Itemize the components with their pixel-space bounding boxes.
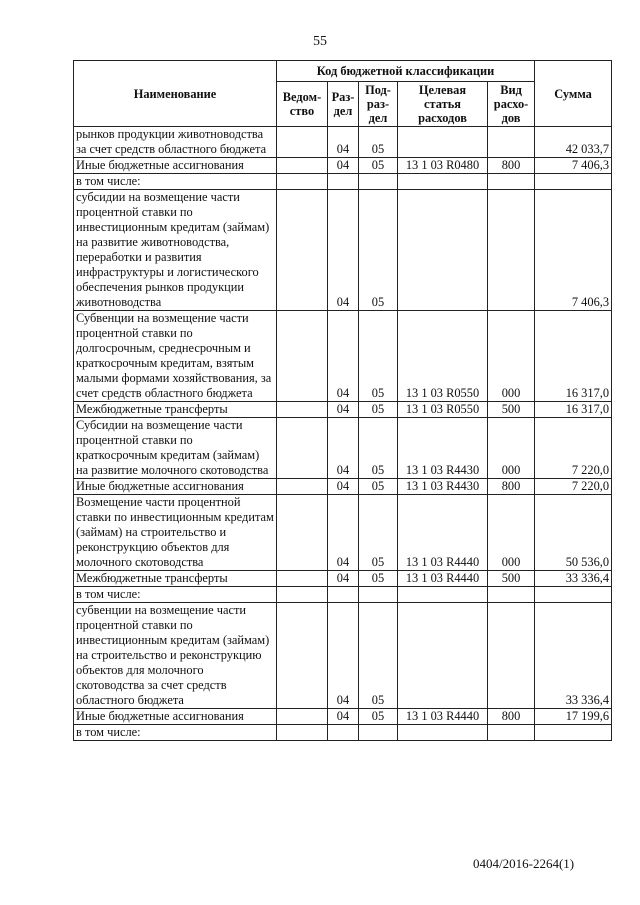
row-podrazdel: 05 bbox=[359, 402, 398, 418]
row-vid: 000 bbox=[488, 495, 535, 571]
table-row bbox=[74, 571, 612, 587]
row-celevaya: 13 1 03 R4440 bbox=[398, 495, 488, 571]
row-summa: 16 317,0 bbox=[535, 311, 612, 402]
row-celevaya: 13 1 03 R4430 bbox=[398, 418, 488, 479]
row-razdel bbox=[328, 725, 359, 741]
table-row bbox=[74, 725, 612, 741]
row-name: Субсидии на возмещение части процентной ставки по краткосрочным кредитам (займам) на развитие молочного скотоводства bbox=[74, 418, 277, 479]
table-row bbox=[74, 603, 612, 709]
row-name: Межбюджетные трансферты bbox=[74, 402, 277, 418]
row-celevaya: 13 1 03 R0480 bbox=[398, 158, 488, 174]
row-summa: 50 536,0 bbox=[535, 495, 612, 571]
row-name: рынков продукции животноводства за счет средств областного бюджета bbox=[74, 127, 277, 158]
row-vid: 000 bbox=[488, 311, 535, 402]
table-row bbox=[74, 479, 612, 495]
row-name: Иные бюджетные ассигнования bbox=[74, 709, 277, 725]
row-razdel bbox=[328, 587, 359, 603]
row-celevaya: 13 1 03 R0550 bbox=[398, 311, 488, 402]
table-row bbox=[74, 127, 612, 158]
row-razdel: 04 bbox=[328, 571, 359, 587]
row-vid: 500 bbox=[488, 402, 535, 418]
row-podrazdel: 05 bbox=[359, 127, 398, 158]
row-name: в том числе: bbox=[74, 174, 277, 190]
row-podrazdel bbox=[359, 587, 398, 603]
row-razdel: 04 bbox=[328, 311, 359, 402]
row-razdel: 04 bbox=[328, 479, 359, 495]
row-vid: 800 bbox=[488, 158, 535, 174]
row-vid: 800 bbox=[488, 479, 535, 495]
row-ved bbox=[277, 158, 328, 174]
header-podrazdel: Под-раз-дел bbox=[359, 82, 398, 127]
row-vid bbox=[488, 127, 535, 158]
header-vedomstvo: Ведом-ство bbox=[277, 82, 328, 127]
header-celevaya: Целевая статья расходов bbox=[398, 82, 488, 127]
row-vid bbox=[488, 174, 535, 190]
table-row bbox=[74, 158, 612, 174]
row-name: Возмещение части процентной ставки по инвестиционным кредитам (займам) на строительство и реконструкцию объектов для молочного скотоводства bbox=[74, 495, 277, 571]
row-summa: 33 336,4 bbox=[535, 571, 612, 587]
table-row bbox=[74, 190, 612, 311]
header-name: Наименование bbox=[74, 61, 277, 127]
row-vid: 500 bbox=[488, 571, 535, 587]
row-summa bbox=[535, 725, 612, 741]
row-ved bbox=[277, 479, 328, 495]
row-celevaya bbox=[398, 127, 488, 158]
row-summa bbox=[535, 587, 612, 603]
table-row bbox=[74, 709, 612, 725]
row-razdel bbox=[328, 174, 359, 190]
header-summa: Сумма bbox=[535, 61, 612, 127]
row-podrazdel: 05 bbox=[359, 418, 398, 479]
row-razdel: 04 bbox=[328, 190, 359, 311]
row-vid: 800 bbox=[488, 709, 535, 725]
row-ved bbox=[277, 571, 328, 587]
row-ved bbox=[277, 603, 328, 709]
row-razdel: 04 bbox=[328, 158, 359, 174]
row-name: субсидии на возмещение части процентной ставки по инвестиционным кредитам (займам) на развитие животноводства, переработки и развития инфраструктуры и логистического обеспечения рынков продукции животноводства bbox=[74, 190, 277, 311]
row-name: Межбюджетные трансферты bbox=[74, 571, 277, 587]
row-summa: 16 317,0 bbox=[535, 402, 612, 418]
row-celevaya bbox=[398, 174, 488, 190]
row-vid bbox=[488, 603, 535, 709]
row-podrazdel: 05 bbox=[359, 495, 398, 571]
row-vid bbox=[488, 587, 535, 603]
row-summa: 7 406,3 bbox=[535, 158, 612, 174]
row-vid: 000 bbox=[488, 418, 535, 479]
row-ved bbox=[277, 174, 328, 190]
row-name: в том числе: bbox=[74, 725, 277, 741]
row-razdel: 04 bbox=[328, 127, 359, 158]
header-razdel: Раз-дел bbox=[328, 82, 359, 127]
row-podrazdel: 05 bbox=[359, 311, 398, 402]
row-name: Иные бюджетные ассигнования bbox=[74, 479, 277, 495]
page-number: 55 bbox=[313, 34, 327, 49]
row-summa: 7 220,0 bbox=[535, 479, 612, 495]
row-ved bbox=[277, 127, 328, 158]
table-row bbox=[74, 311, 612, 402]
row-name: субвенции на возмещение части процентной ставки по инвестиционным кредитам (займам) на строительство и реконструкцию объектов для молочного скотоводства за счет средств областного бюджета bbox=[74, 603, 277, 709]
row-celevaya bbox=[398, 190, 488, 311]
row-podrazdel: 05 bbox=[359, 603, 398, 709]
row-summa: 7 220,0 bbox=[535, 418, 612, 479]
row-podrazdel: 05 bbox=[359, 158, 398, 174]
row-razdel: 04 bbox=[328, 603, 359, 709]
row-razdel: 04 bbox=[328, 709, 359, 725]
row-celevaya: 13 1 03 R4440 bbox=[398, 709, 488, 725]
row-vid bbox=[488, 190, 535, 311]
document-code: 0404/2016-2264(1) bbox=[473, 856, 575, 871]
row-celevaya bbox=[398, 587, 488, 603]
row-celevaya bbox=[398, 603, 488, 709]
row-name: Иные бюджетные ассигнования bbox=[74, 158, 277, 174]
row-ved bbox=[277, 725, 328, 741]
row-summa bbox=[535, 174, 612, 190]
header-vid: Вид расхо-дов bbox=[488, 82, 535, 127]
row-summa: 42 033,7 bbox=[535, 127, 612, 158]
row-name: Субвенции на возмещение части процентной ставки по долгосрочным, среднесрочным и краткосрочным кредитам, взятым малыми формами хозяйствования, за счет средств областного бюджета bbox=[74, 311, 277, 402]
row-podrazdel: 05 bbox=[359, 571, 398, 587]
row-podrazdel bbox=[359, 174, 398, 190]
row-podrazdel: 05 bbox=[359, 709, 398, 725]
row-ved bbox=[277, 587, 328, 603]
row-summa: 17 199,6 bbox=[535, 709, 612, 725]
row-podrazdel: 05 bbox=[359, 190, 398, 311]
row-podrazdel bbox=[359, 725, 398, 741]
row-celevaya: 13 1 03 R0550 bbox=[398, 402, 488, 418]
row-celevaya bbox=[398, 725, 488, 741]
row-ved bbox=[277, 418, 328, 479]
row-ved bbox=[277, 311, 328, 402]
budget-table bbox=[73, 60, 612, 741]
row-summa: 7 406,3 bbox=[535, 190, 612, 311]
table-row bbox=[74, 402, 612, 418]
table-row bbox=[74, 174, 612, 190]
row-razdel: 04 bbox=[328, 418, 359, 479]
table-row bbox=[74, 418, 612, 479]
row-ved bbox=[277, 402, 328, 418]
row-celevaya: 13 1 03 R4430 bbox=[398, 479, 488, 495]
row-razdel: 04 bbox=[328, 495, 359, 571]
row-name: в том числе: bbox=[74, 587, 277, 603]
table-row bbox=[74, 495, 612, 571]
row-ved bbox=[277, 495, 328, 571]
row-ved bbox=[277, 190, 328, 311]
row-podrazdel: 05 bbox=[359, 479, 398, 495]
row-ved bbox=[277, 709, 328, 725]
row-summa: 33 336,4 bbox=[535, 603, 612, 709]
row-celevaya: 13 1 03 R4440 bbox=[398, 571, 488, 587]
header-code-group: Код бюджетной классификации bbox=[277, 61, 535, 82]
table-row bbox=[74, 587, 612, 603]
row-razdel: 04 bbox=[328, 402, 359, 418]
row-vid bbox=[488, 725, 535, 741]
